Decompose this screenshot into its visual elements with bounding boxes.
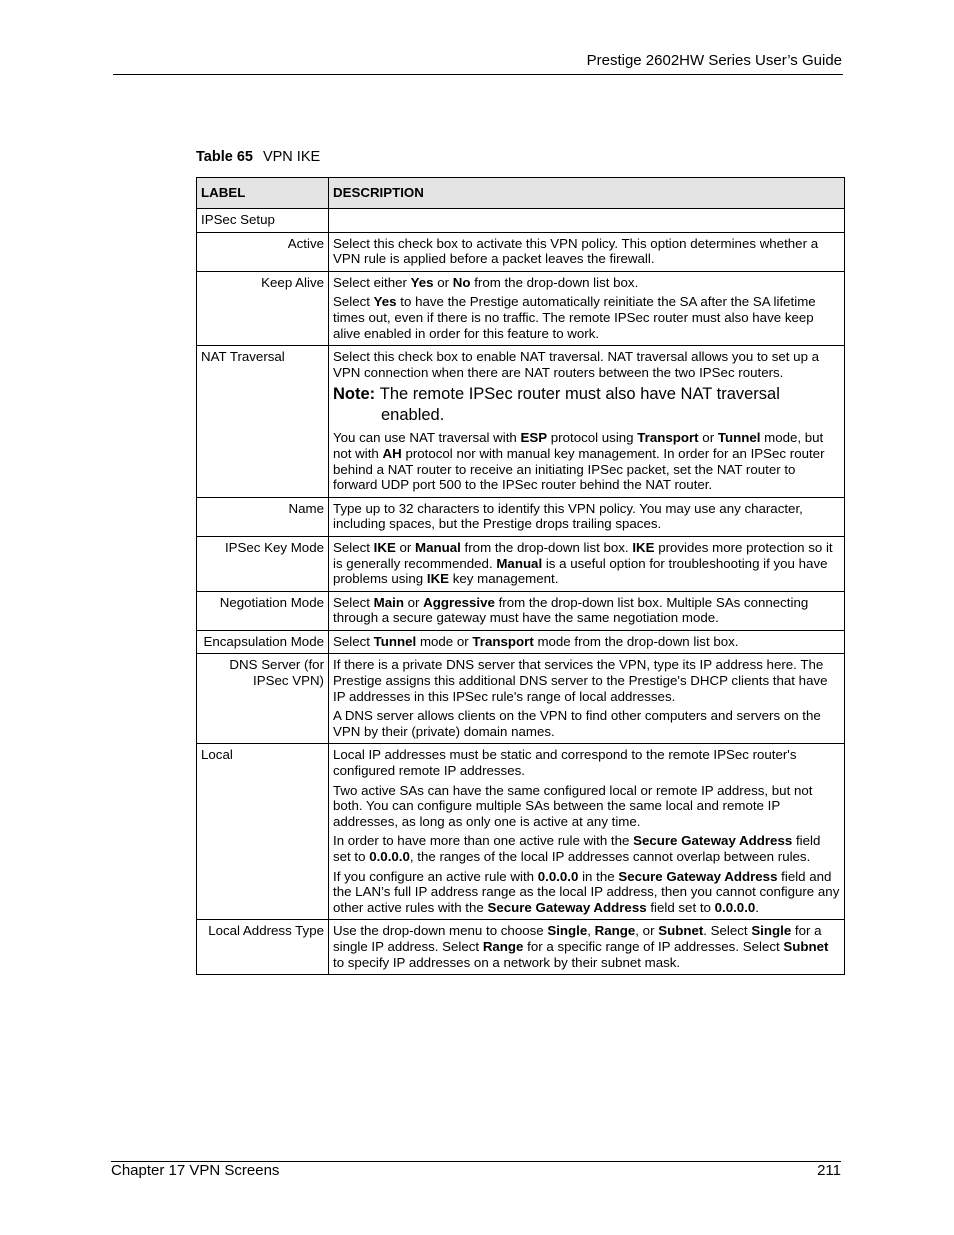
text-run: If you configure an active rule with (333, 868, 538, 884)
row-description (329, 654, 845, 744)
description-paragraph (333, 595, 840, 626)
description-paragraph (333, 349, 840, 380)
description-paragraph (333, 430, 840, 492)
bold-term: Secure Gateway Address (633, 833, 793, 849)
row-description (329, 744, 845, 920)
row-label: Encapsulation Mode (197, 630, 329, 654)
bold-term: Yes (373, 294, 397, 310)
text-run: Select (333, 633, 374, 649)
description-paragraph (333, 294, 840, 341)
bold-term: Tunnel (373, 633, 417, 649)
table-row (197, 920, 845, 975)
text-run: , or (635, 923, 659, 939)
bold-term: Manual (496, 555, 543, 571)
bold-term: 0.0.0.0 (369, 849, 410, 864)
text-run: , (587, 923, 595, 939)
row-description (329, 591, 845, 630)
text-run: Select (333, 594, 374, 610)
table-row (197, 744, 845, 920)
text-run: from the drop-down list box. (460, 539, 633, 555)
text-run: . (755, 899, 759, 915)
text-run: mode or (416, 633, 473, 649)
row-description (329, 346, 845, 498)
label-column-header: LABEL (197, 178, 329, 209)
bold-term: Single (547, 923, 588, 939)
bold-term: Range (482, 938, 524, 954)
text-run: Select this check box to enable NAT traversal. NAT traversal allows you to set up a VPN connection when there are NAT routers between the two IPSec routers. (333, 349, 820, 380)
table-row (197, 536, 845, 591)
text-run: field set to (646, 899, 715, 915)
bold-term: Single (751, 923, 792, 939)
description-column-header: DESCRIPTION (329, 178, 845, 209)
bold-term: Range (594, 923, 636, 939)
table-title: VPN IKE (262, 149, 321, 165)
row-label: IPSec Setup (197, 209, 329, 233)
text-run: Select this check box to activate this VPN policy. This option determines whether a VPN rule is applied before a packet leaves the firewall. (333, 235, 819, 267)
table-row (197, 346, 845, 498)
text-run: mode from the drop-down list box. (533, 633, 739, 649)
row-description (329, 209, 845, 233)
description-paragraph (333, 501, 840, 532)
text-run: is a useful option for troubleshooting if you have problems using (333, 555, 828, 587)
text-run: or (433, 274, 453, 290)
text-run: . Select (703, 923, 752, 939)
vpn-ike-table (196, 177, 845, 975)
table-row (197, 232, 845, 271)
bold-term: Subnet (658, 923, 704, 939)
bold-term: 0.0.0.0 (714, 899, 756, 915)
text-run: to have the Prestige automatically reinitiate the SA after the SA lifetime times out, even if there is no traffic. The remote IPSec router must also have keep alive enabled in order for this feature to work. (333, 294, 816, 341)
table-row (197, 591, 845, 630)
table-header-row (197, 178, 845, 209)
description-paragraph (333, 657, 840, 704)
row-label: Local (197, 744, 329, 920)
row-label: DNS Server (for IPSec VPN) (197, 654, 329, 744)
text-run: from the drop-down list box. Multiple SAs connecting through a secure gateway must have the same negotiation mode. (333, 594, 809, 626)
text-run: mode, but not with (333, 430, 824, 461)
description-paragraph (333, 833, 840, 864)
text-run: protocol nor with manual key management. In order for an IPSec router behind a NAT router to receive an initiating IPSec packet, set the NAT router to forward UDP port 500 to the IPSec router behind the NAT router. (333, 445, 825, 493)
row-label: Active (197, 232, 329, 271)
text-run: in the (578, 868, 619, 884)
table-caption (196, 149, 320, 165)
bold-term: 0.0.0.0 (537, 868, 579, 884)
bold-term: Secure Gateway Address (618, 868, 778, 884)
bold-term: IKE (632, 539, 655, 555)
description-paragraph (333, 634, 840, 650)
row-description (329, 271, 845, 345)
footer-page-number: 211 (817, 1162, 841, 1179)
bold-term: Subnet (783, 938, 829, 954)
text-run: If there is a private DNS server that services the VPN, type its IP address here. The Prestige assigns this additional DNS server to the Prestige's DHCP clients that have IP addresses in this IPSec rule's range of local addresses. (333, 657, 828, 704)
text-run: Local IP addresses must be static and correspond to the remote IPSec router's configured remote IP addresses. (333, 747, 797, 779)
bold-term: Manual (415, 539, 461, 555)
bold-term: IKE (426, 571, 450, 587)
bold-term: Transport (637, 430, 699, 446)
text-run: You can use NAT traversal with (333, 430, 521, 446)
text-run: or (403, 594, 424, 610)
text-run: or (395, 539, 416, 555)
text-run: key management. (449, 571, 559, 587)
table-row (197, 654, 845, 744)
description-paragraph (333, 275, 840, 291)
row-label: Name (197, 497, 329, 536)
text-run: provides more protection so it is generally recommended. (333, 539, 833, 571)
description-paragraph (333, 540, 840, 587)
text-run: Select either (333, 274, 411, 290)
description-paragraph (333, 708, 840, 739)
text-run: for a single IP address. Select (333, 923, 822, 954)
text-run: from the drop-down list box. (470, 274, 639, 290)
bold-term: Note: (333, 385, 380, 404)
row-label: NAT Traversal (197, 346, 329, 498)
table-row (197, 630, 845, 654)
note-paragraph (333, 384, 840, 426)
text-run: A DNS server allows clients on the VPN to find other computers and servers on the VPN by their (private) domain names. (333, 708, 821, 739)
text-run: Select (333, 539, 374, 555)
description-paragraph (333, 747, 840, 778)
text-run: Use the drop-down menu to choose (333, 923, 548, 939)
text-run: field set to (333, 833, 821, 864)
table-row (197, 497, 845, 536)
row-description (329, 497, 845, 536)
row-description (329, 536, 845, 591)
text-run: field and the LAN’s full IP address range as the local IP address, then you cannot configure any other active rules with the (333, 868, 840, 915)
bold-term: ESP (520, 430, 548, 446)
text-run: Select (333, 294, 374, 310)
description-paragraph (333, 869, 840, 916)
running-header-title: Prestige 2602HW Series User’s Guide (586, 52, 842, 69)
description-paragraph (333, 783, 840, 830)
text-run: The remote IPSec router must also have NAT traversal enabled. (379, 385, 780, 425)
row-label: Negotiation Mode (197, 591, 329, 630)
bold-term: Secure Gateway Address (487, 899, 647, 915)
row-description (329, 920, 845, 975)
bold-term: Tunnel (717, 430, 761, 446)
bold-term: Yes (410, 274, 434, 290)
text-run: or (698, 430, 718, 446)
footer-chapter: Chapter 17 VPN Screens (111, 1162, 280, 1179)
row-description (329, 630, 845, 654)
text-run: Type up to 32 characters to identify this VPN policy. You may use any character, including spaces, but the Prestige drops trailing spaces. (333, 500, 803, 532)
row-description (329, 232, 845, 271)
text-run: protocol using (547, 430, 638, 446)
bold-term: Transport (472, 633, 534, 649)
row-label: Local Address Type (197, 920, 329, 975)
text-run: In order to have more than one active rule with the (333, 833, 634, 849)
table-body (197, 209, 845, 975)
description-paragraph (333, 236, 840, 267)
bold-term: IKE (373, 539, 396, 555)
text-run: , the ranges of the local IP addresses cannot overlap between rules. (409, 849, 811, 864)
row-label: IPSec Key Mode (197, 536, 329, 591)
table-number: Table 65 (196, 149, 253, 165)
text-run: for a specific range of IP addresses. Select (523, 938, 784, 954)
table-row (197, 209, 845, 233)
row-label: Keep Alive (197, 271, 329, 345)
bold-term: Main (373, 594, 404, 610)
bold-term: AH (382, 445, 402, 461)
table-row (197, 271, 845, 345)
description-paragraph (333, 923, 840, 970)
bold-term: No (452, 274, 471, 290)
text-run: Two active SAs can have the same configured local or remote IP address, but not both. You can configure multiple SAs between the same local and remote IP addresses, as long as only one is active at any time. (333, 782, 813, 829)
text-run: to specify IP addresses on a network by their subnet mask. (333, 954, 681, 970)
header-rule (113, 74, 843, 75)
bold-term: Aggressive (423, 594, 495, 610)
